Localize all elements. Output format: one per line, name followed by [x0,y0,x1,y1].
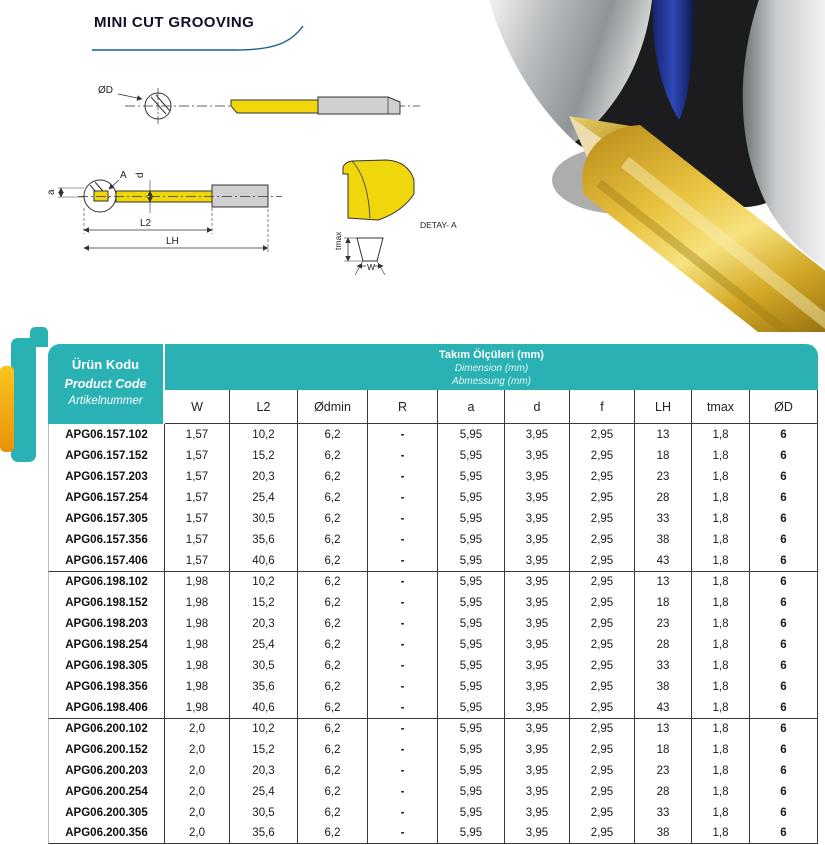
table-cell: 6,2 [298,676,368,697]
table-cell: - [368,697,438,718]
table-cell: 30,5 [230,655,298,676]
table-cell: 1,8 [692,571,750,592]
side-view-drawing [118,88,420,124]
table-cell: 6,2 [298,424,368,445]
table-cell: 6 [750,634,818,655]
table-cell: 1,98 [165,592,230,613]
table-cell: 3,95 [505,508,570,529]
table-cell: 6 [750,571,818,592]
table-cell: 1,8 [692,718,750,739]
table-cell: 6 [750,676,818,697]
table-cell: - [368,571,438,592]
table-cell: 6,2 [298,529,368,550]
product-code-cell: APG06.198.152 [48,592,165,613]
dim-label-a: a [46,189,57,195]
table-cell: 43 [635,550,692,571]
table-cell: - [368,550,438,571]
table-cell: 28 [635,487,692,508]
product-code-cell: APG06.200.254 [48,781,165,802]
table-cell: 1,8 [692,634,750,655]
table-cell: - [368,466,438,487]
table-cell: 1,98 [165,613,230,634]
table-cell: 2,95 [570,739,635,760]
table-cell: 6 [750,466,818,487]
table-cell: 1,57 [165,550,230,571]
table-cell: 18 [635,592,692,613]
table-cell: 6,2 [298,634,368,655]
table-cell: 2,95 [570,781,635,802]
product-code-cell: APG06.198.406 [48,697,165,718]
column-header-lh: LH [635,390,692,424]
table-cell: 20,3 [230,760,298,781]
table-cell: 43 [635,697,692,718]
table-cell: 2,95 [570,487,635,508]
table-cell: 35,6 [230,823,298,844]
table-cell: 1,8 [692,781,750,802]
table-cell: 6 [750,823,818,844]
table-cell: 1,8 [692,739,750,760]
table-cell: 3,95 [505,445,570,466]
product-code-cell: APG06.157.356 [48,529,165,550]
table-cell: 6 [750,424,818,445]
table-cell: 2,95 [570,571,635,592]
table-cell: 1,8 [692,592,750,613]
table-cell: - [368,718,438,739]
table-cell: 13 [635,571,692,592]
table-cell: 1,8 [692,823,750,844]
detail-ref-label: A [120,170,127,181]
table-cell: 35,6 [230,529,298,550]
table-cell: 1,57 [165,529,230,550]
table-cell: 2,95 [570,445,635,466]
dim-label-l2: L2 [140,218,152,229]
table-cell: 2,95 [570,550,635,571]
table-cell: 5,95 [438,613,505,634]
table-cell: 2,95 [570,823,635,844]
table-cell: 2,0 [165,781,230,802]
table-cell: 25,4 [230,634,298,655]
table-cell: 6 [750,592,818,613]
product-code-cell: APG06.157.406 [48,550,165,571]
table-cell: 3,95 [505,739,570,760]
table-cell: 6,2 [298,823,368,844]
title-flourish [90,24,320,58]
product-code-header-tr: Ürün Kodu [71,357,140,372]
table-cell: - [368,529,438,550]
table-cell: 28 [635,781,692,802]
table-cell: 5,95 [438,508,505,529]
table-cell: 6 [750,802,818,823]
table-cell: 35,6 [230,676,298,697]
table-cell: 5,95 [438,676,505,697]
table-cell: 3,95 [505,592,570,613]
product-code-cell: APG06.157.254 [48,487,165,508]
table-cell: 3,95 [505,676,570,697]
table-cell: 1,57 [165,424,230,445]
table-cell: 6,2 [298,550,368,571]
table-cell: 23 [635,613,692,634]
table-cell: 6,2 [298,592,368,613]
table-cell: 2,95 [570,802,635,823]
product-code-cell: APG06.198.254 [48,634,165,655]
table-cell: 30,5 [230,802,298,823]
table-cell: 6,2 [298,760,368,781]
table-cell: 6 [750,508,818,529]
table-cell: 25,4 [230,781,298,802]
dimension-header-tr: Takım Ölçüleri (mm) [439,349,544,361]
table-cell: 1,8 [692,802,750,823]
table-cell: 3,95 [505,697,570,718]
table-cell: 2,0 [165,802,230,823]
product-code-cell: APG06.198.356 [48,676,165,697]
table-cell: - [368,424,438,445]
table-cell: 10,2 [230,571,298,592]
product-code-cell: APG06.198.203 [48,613,165,634]
table-cell: 6,2 [298,466,368,487]
product-photo [447,0,825,332]
table-cell: 1,8 [692,529,750,550]
teal-side-tab [11,338,36,462]
table-cell: 6,2 [298,508,368,529]
column-header-r: R [368,390,438,424]
table-cell: 1,98 [165,634,230,655]
column-header-a: a [438,390,505,424]
table-cell: 2,0 [165,739,230,760]
table-cell: 6,2 [298,718,368,739]
table-cell: 1,8 [692,508,750,529]
table-cell: - [368,781,438,802]
table-cell: 2,95 [570,697,635,718]
table-cell: 5,95 [438,781,505,802]
product-code-header-en: Product Code [64,376,147,391]
product-code-header-de: Artikelnummer [68,394,143,407]
dim-label-d: d [135,172,146,178]
table-cell: 1,8 [692,760,750,781]
table-cell: 1,57 [165,508,230,529]
dimension-header-de: Abmessung (mm) [452,376,531,388]
table-cell: 6,2 [298,802,368,823]
table-cell: 2,95 [570,508,635,529]
table-cell: 30,5 [230,508,298,529]
product-code-cell: APG06.200.305 [48,802,165,823]
table-cell: 6,2 [298,445,368,466]
table-cell: 6 [750,613,818,634]
table-cell: 6,2 [298,655,368,676]
table-cell: - [368,655,438,676]
table-cell: 33 [635,508,692,529]
table-cell: 1,98 [165,655,230,676]
table-cell: 6 [750,655,818,676]
table-corner-tab [30,327,48,347]
dim-label-lh: LH [166,236,179,247]
table-cell: 3,95 [505,781,570,802]
table-cell: 5,95 [438,802,505,823]
table-cell: 2,95 [570,613,635,634]
page-title: MINI CUT GROOVING [94,14,255,31]
table-cell: 3,95 [505,571,570,592]
table-cell: 3,95 [505,529,570,550]
column-header-l2: L2 [230,390,298,424]
column-header-f: f [570,390,635,424]
table-cell: 6 [750,760,818,781]
table-cell: 1,57 [165,487,230,508]
table-cell: 2,95 [570,718,635,739]
table-cell: 40,6 [230,697,298,718]
dimension-header [165,344,818,390]
table-cell: 5,95 [438,550,505,571]
table-cell: 2,95 [570,655,635,676]
table-cell: 2,95 [570,676,635,697]
product-code-cell: APG06.200.152 [48,739,165,760]
table-cell: 1,8 [692,676,750,697]
table-cell: 28 [635,634,692,655]
table-cell: 6,2 [298,739,368,760]
table-cell: 5,95 [438,634,505,655]
table-cell: 3,95 [505,634,570,655]
table-cell: 23 [635,466,692,487]
table-cell: - [368,613,438,634]
table-cell: 5,95 [438,718,505,739]
table-cell: 2,95 [570,592,635,613]
table-cell: 1,98 [165,571,230,592]
table-cell: 20,3 [230,466,298,487]
table-cell: 38 [635,676,692,697]
table-cell: 5,95 [438,697,505,718]
tech-drawings [30,68,480,293]
table-cell: 18 [635,445,692,466]
table-cell: - [368,445,438,466]
table-cell: 5,95 [438,592,505,613]
product-code-cell: APG06.157.152 [48,445,165,466]
table-cell: 23 [635,760,692,781]
column-header-tmax: tmax [692,390,750,424]
table-cell: 5,95 [438,655,505,676]
table-cell: 15,2 [230,592,298,613]
column-header-ød: ØD [750,390,818,424]
table-cell: 15,2 [230,445,298,466]
product-code-cell: APG06.157.305 [48,508,165,529]
table-cell: 10,2 [230,718,298,739]
table-cell: - [368,487,438,508]
table-cell: 6 [750,739,818,760]
table-cell: 2,0 [165,760,230,781]
table-cell: 1,8 [692,466,750,487]
table-cell: 1,8 [692,613,750,634]
table-cell: 2,0 [165,823,230,844]
table-cell: 5,95 [438,424,505,445]
dim-label-od: ØD [98,85,113,96]
table-cell: 1,8 [692,424,750,445]
column-header-ødmin: Ødmin [298,390,368,424]
table-cell: 3,95 [505,424,570,445]
table-cell: 1,8 [692,445,750,466]
product-code-cell: APG06.198.102 [48,571,165,592]
table-cell: 3,95 [505,718,570,739]
table-cell: 5,95 [438,760,505,781]
table-cell: 2,95 [570,760,635,781]
table-cell: - [368,634,438,655]
table-cell: 6,2 [298,487,368,508]
table-cell: 40,6 [230,550,298,571]
table-cell: 3,95 [505,487,570,508]
table-cell: 3,95 [505,823,570,844]
orange-side-tab [0,366,14,452]
table-cell: 3,95 [505,550,570,571]
table-cell: - [368,592,438,613]
table-cell: 6,2 [298,781,368,802]
table-cell: 5,95 [438,571,505,592]
product-code-cell: APG06.198.305 [48,655,165,676]
table-cell: 6 [750,445,818,466]
table-cell: 1,98 [165,676,230,697]
table-cell: 2,95 [570,424,635,445]
table-cell: 6 [750,697,818,718]
table-cell: 6,2 [298,571,368,592]
catalog-table [48,344,818,844]
table-cell: 5,95 [438,445,505,466]
table-cell: 38 [635,529,692,550]
table-cell: 3,95 [505,760,570,781]
product-code-cell: APG06.200.102 [48,718,165,739]
table-cell: 1,8 [692,487,750,508]
table-cell: 18 [635,739,692,760]
table-cell: 2,95 [570,529,635,550]
column-header-d: d [505,390,570,424]
table-cell: 3,95 [505,466,570,487]
product-code-header [48,344,165,424]
table-cell: 5,95 [438,823,505,844]
table-cell: 6,2 [298,697,368,718]
table-cell: 6 [750,529,818,550]
table-cell: 5,95 [438,739,505,760]
table-cell: 1,8 [692,697,750,718]
table-cell: 33 [635,655,692,676]
table-cell: 1,57 [165,466,230,487]
table-cell: 6 [750,781,818,802]
table-cell: 10,2 [230,424,298,445]
detail-title: DETAY- A [420,220,457,230]
table-cell: 6 [750,718,818,739]
table-cell: 2,95 [570,466,635,487]
table-cell: 6 [750,487,818,508]
product-code-cell: APG06.200.356 [48,823,165,844]
table-cell: 6,2 [298,613,368,634]
table-cell: 13 [635,718,692,739]
product-code-cell: APG06.157.102 [48,424,165,445]
table-cell: 2,95 [570,634,635,655]
dim-label-w: W [367,262,376,272]
table-cell: 5,95 [438,466,505,487]
dim-label-tmax: tmax [333,231,343,250]
table-cell: - [368,823,438,844]
table-cell: 3,95 [505,802,570,823]
table-cell: 1,98 [165,697,230,718]
table-cell: 20,3 [230,613,298,634]
table-cell: - [368,739,438,760]
table-cell: 38 [635,823,692,844]
dimension-header-en: Dimension (mm) [454,363,529,375]
table-cell: 1,8 [692,655,750,676]
table-cell: 25,4 [230,487,298,508]
table-cell: 2,0 [165,718,230,739]
table-cell: 5,95 [438,487,505,508]
table-cell: 13 [635,424,692,445]
table-cell: 1,8 [692,550,750,571]
table-cell: - [368,760,438,781]
product-code-cell: APG06.157.203 [48,466,165,487]
table-cell: 33 [635,802,692,823]
product-code-cell: APG06.200.203 [48,760,165,781]
column-header-w: W [165,390,230,424]
detail-drawing [343,160,414,275]
table-cell: 6 [750,550,818,571]
table-cell: 3,95 [505,613,570,634]
table-cell: 15,2 [230,739,298,760]
table-cell: 5,95 [438,529,505,550]
table-cell: 1,57 [165,445,230,466]
table-cell: - [368,676,438,697]
table-cell: - [368,508,438,529]
table-cell: 3,95 [505,655,570,676]
table-cell: - [368,802,438,823]
